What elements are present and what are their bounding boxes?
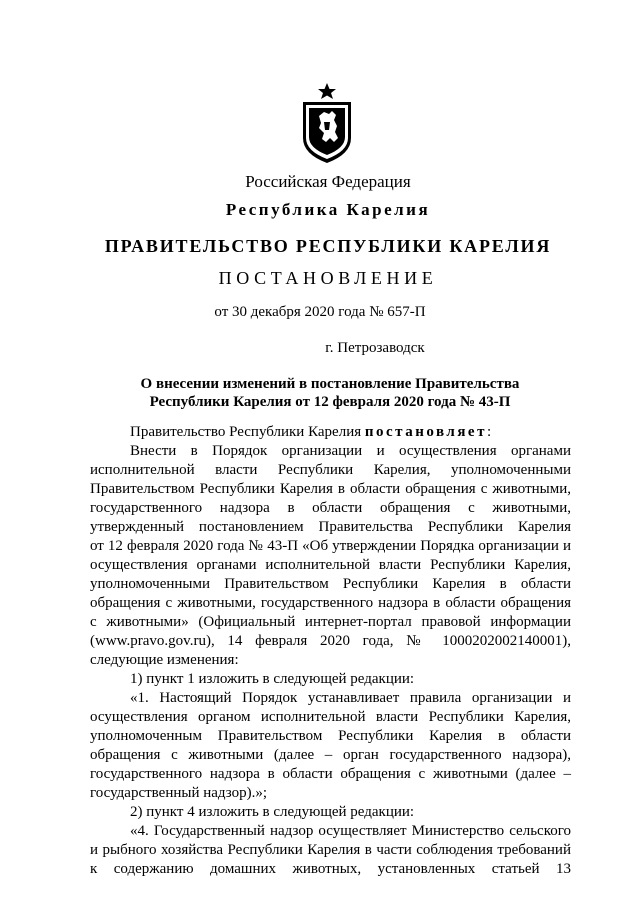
body-line: к содержанию домашних животных, установленных статьей 13 bbox=[90, 861, 571, 877]
body-line: Правительством Республики Карелия в области обращения с животными, bbox=[90, 481, 571, 497]
document-date-number: от 30 декабря 2020 года № 657-П bbox=[214, 304, 426, 320]
title-line: Республики Карелия от 12 февраля 2020 года № 43-П bbox=[149, 394, 511, 410]
document-title bbox=[90, 375, 570, 411]
body-line: государственного надзора в области обращения с животными, bbox=[90, 500, 571, 516]
body-line: Внести в Порядок организации и осуществления органами bbox=[130, 443, 571, 459]
karelia-coat-of-arms-icon bbox=[299, 82, 355, 164]
body-line: от 12 февраля 2020 года № 43-П «Об утверждении Порядка организации и bbox=[90, 538, 571, 554]
body-line: уполномоченным Правительством Республики Карелия в области bbox=[90, 728, 571, 744]
body-line: «1. Настоящий Порядок устанавливает правила организации и bbox=[130, 690, 571, 706]
body-line: (www.pravo.gov.ru), 14 февраля 2020 года, № 1000202002140001), bbox=[90, 633, 571, 649]
body-text: : bbox=[486, 424, 492, 440]
body-line: государственный надзор).»; bbox=[90, 785, 267, 801]
body-text: Правительство Республики Карелия bbox=[130, 424, 365, 440]
body-line: 2) пункт 4 изложить в следующей редакции: bbox=[130, 804, 415, 820]
country-name: Российская Федерация bbox=[245, 172, 411, 191]
government-name: ПРАВИТЕЛЬСТВО РЕСПУБЛИКИ КАРЕЛИЯ bbox=[104, 236, 552, 256]
body-line: и рыбного хозяйства Республики Карелия в части соблюдения требований bbox=[90, 842, 571, 858]
body-line: осуществления органами исполнительной власти Республики Карелия, bbox=[90, 557, 571, 573]
document-type: ПОСТАНОВЛЕНИЕ bbox=[218, 268, 438, 288]
body-line: осуществления органом исполнительной власти Республики Карелия, bbox=[90, 709, 571, 725]
document-city: г. Петрозаводск bbox=[325, 340, 425, 356]
document-body bbox=[90, 423, 571, 879]
republic-name: Республика Карелия bbox=[225, 200, 431, 219]
title-line: О внесении изменений в постановление Правительства bbox=[140, 376, 520, 392]
body-line: уполномоченными Правительством Республики Карелия в области bbox=[90, 576, 571, 592]
body-line: следующие изменения: bbox=[90, 652, 239, 668]
body-line: 1) пункт 1 изложить в следующей редакции: bbox=[130, 671, 415, 687]
body-line bbox=[90, 423, 571, 442]
body-line: исполнительной власти Республики Карелия, уполномоченными bbox=[90, 462, 571, 478]
body-line: обращения с животными, государственного надзора в области обращения bbox=[90, 595, 571, 611]
body-emphasis: постановляет bbox=[364, 424, 487, 440]
body-line: государственного надзора в области обращения с животными (далее – bbox=[90, 766, 571, 782]
body-line: утвержденный постановлением Правительства Республики Карелия bbox=[90, 519, 571, 535]
body-line: «4. Государственный надзор осуществляет Министерство сельского bbox=[130, 823, 571, 839]
body-line: с животными» (Официальный интернет-портал правовой информации bbox=[90, 614, 571, 630]
body-line: обращения с животными (далее – орган государственного надзора), bbox=[90, 747, 571, 763]
